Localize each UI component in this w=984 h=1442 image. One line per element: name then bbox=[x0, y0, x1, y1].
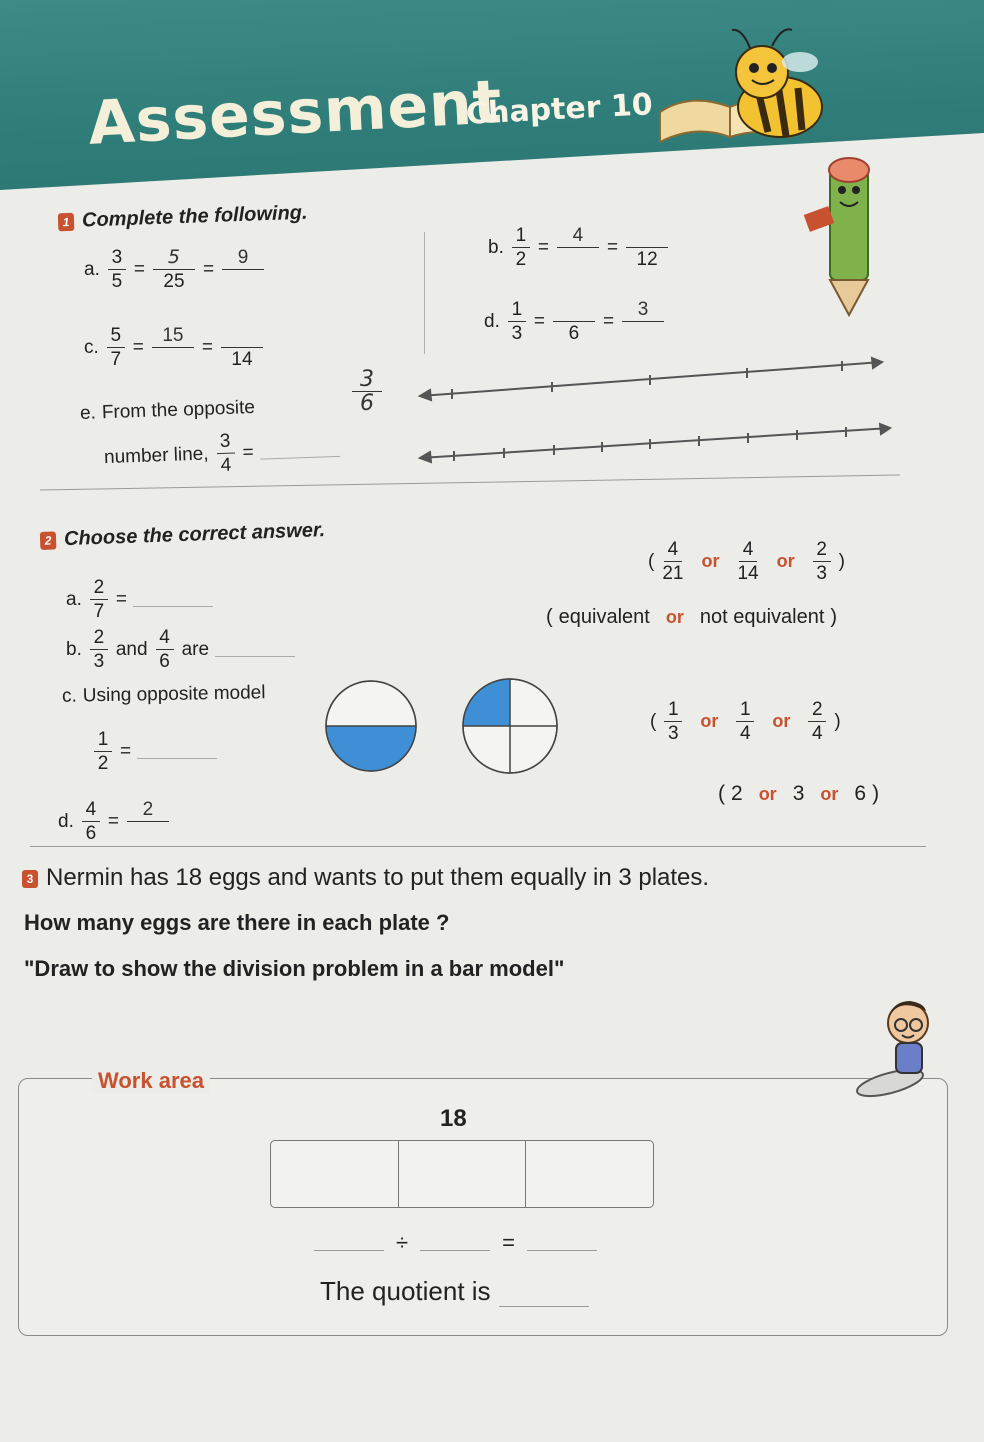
q2-c-text: Using opposite model bbox=[82, 682, 266, 707]
q1-b-letter: b. bbox=[488, 236, 504, 258]
option-fraction[interactable]: $\frac{1}{4}$ bbox=[736, 700, 754, 743]
bar-model-part[interactable] bbox=[271, 1141, 399, 1207]
fraction: $\frac{2}{7}$ bbox=[90, 578, 108, 621]
or-label: or bbox=[776, 551, 795, 571]
q2-a-letter: a. bbox=[66, 588, 82, 610]
q1-e-text: From the opposite bbox=[101, 396, 256, 424]
q2-item-a: a. $\frac{2}{7}$ = bbox=[66, 578, 213, 621]
or-label: or bbox=[665, 607, 684, 627]
fraction: $\frac{4}{6}$ bbox=[82, 800, 100, 843]
fraction-answer[interactable]: 9 bbox=[222, 248, 264, 291]
q2-d-letter: d. bbox=[58, 810, 74, 832]
or-label: or bbox=[701, 551, 720, 571]
divide-sign: ÷ bbox=[396, 1230, 409, 1255]
q1-a-letter: a. bbox=[84, 258, 100, 280]
or-label: or bbox=[700, 711, 719, 731]
quotient-row bbox=[320, 1276, 589, 1307]
divisor-blank[interactable] bbox=[420, 1236, 490, 1251]
q2-item-c bbox=[62, 682, 266, 708]
dividend-blank[interactable] bbox=[314, 1236, 384, 1251]
fraction: $\frac{2}{3}$ bbox=[90, 628, 108, 671]
fraction-answer[interactable]: 15 bbox=[152, 326, 194, 369]
number-lines bbox=[412, 354, 892, 466]
fraction-answer[interactable]: 2 bbox=[127, 800, 169, 843]
option-fraction[interactable]: $\frac{4}{14}$ bbox=[737, 539, 759, 584]
bee-reading-icon bbox=[650, 12, 840, 162]
quarter-circle-model bbox=[463, 679, 557, 773]
or-label: or bbox=[758, 783, 777, 804]
boy-rocket-icon bbox=[850, 995, 950, 1100]
q1-item-d: d. $\frac{1}{3}$ = 6 = 3 bbox=[484, 300, 666, 343]
q2-a-options: ( $\frac{4}{21}$ or $\frac{4}{14}$ or $\frac{2}{3}$ ) bbox=[648, 539, 845, 584]
q2-heading-text: Choose the correct answer. bbox=[63, 519, 326, 551]
column-divider bbox=[424, 232, 425, 354]
equals-sign: = bbox=[502, 1230, 515, 1255]
section-divider bbox=[40, 474, 900, 490]
fraction: $\frac{4}{6}$ bbox=[156, 628, 174, 671]
section-divider bbox=[30, 846, 926, 847]
fraction: $\frac{3}{4}$ bbox=[216, 432, 235, 476]
q2-b-letter: b. bbox=[66, 638, 82, 660]
q2-number-badge: 2 bbox=[40, 531, 57, 550]
fraction: $\frac{5}{7}$ bbox=[107, 326, 125, 369]
q2-d-options: ( 2 or 3 or 6 ) bbox=[718, 782, 880, 805]
option-fraction[interactable]: $\frac{4}{21}$ bbox=[662, 539, 684, 584]
q1-number-badge: 1 bbox=[58, 213, 75, 232]
option-number[interactable]: 6 bbox=[854, 782, 867, 805]
fraction-answer[interactable]: 3 bbox=[622, 300, 664, 343]
answer-blank[interactable] bbox=[215, 642, 295, 657]
circle-models bbox=[325, 676, 565, 776]
option-number[interactable]: 3 bbox=[792, 782, 805, 805]
pencil-mascot-icon bbox=[800, 150, 900, 320]
q1-heading bbox=[58, 202, 308, 234]
q2-heading bbox=[40, 519, 326, 552]
fraction: $\frac{1}{2}$ bbox=[94, 730, 112, 773]
option-equivalent[interactable]: equivalent bbox=[558, 606, 650, 628]
or-label: or bbox=[772, 711, 791, 731]
fraction: $\frac{1}{2}$ bbox=[512, 226, 530, 269]
q3-line3: "Draw to show the division problem in a bar model" bbox=[24, 956, 565, 981]
q2-c-options: ( $\frac{1}{3}$ or $\frac{1}{4}$ or $\frac{2}{4}$ ) bbox=[650, 699, 841, 744]
or-label: or bbox=[820, 783, 839, 804]
answer-blank[interactable] bbox=[137, 744, 217, 759]
option-number[interactable]: 2 bbox=[731, 782, 743, 805]
q1-item-e-line2: number line, $\frac{3}{4}$ = bbox=[103, 428, 340, 479]
q1-item-e bbox=[80, 397, 256, 425]
q2-item-d: d. $\frac{4}{6}$ = 2 bbox=[58, 800, 171, 843]
option-fraction[interactable]: $\frac{2}{4}$ bbox=[808, 700, 826, 743]
option-fraction[interactable]: $\frac{1}{3}$ bbox=[664, 700, 682, 743]
bar-model-total: 18 bbox=[440, 1105, 467, 1132]
quotient-blank[interactable] bbox=[499, 1288, 589, 1307]
page-title: Assessment bbox=[86, 67, 505, 159]
q1-d-letter: d. bbox=[484, 310, 500, 332]
bar-model-part[interactable] bbox=[399, 1141, 527, 1207]
answer-blank[interactable] bbox=[133, 592, 213, 607]
q1-c-letter: c. bbox=[84, 336, 99, 358]
q1-e-letter: e. bbox=[79, 402, 97, 425]
option-fraction[interactable]: $\frac{2}{3}$ bbox=[813, 540, 831, 583]
fraction-answer[interactable]: 6 bbox=[553, 300, 595, 343]
q2-b-options: ( equivalent or not equivalent ) bbox=[546, 606, 838, 628]
q3-number-badge: 3 bbox=[22, 870, 38, 888]
q1-heading-text: Complete the following. bbox=[81, 201, 308, 232]
division-equation bbox=[314, 1230, 597, 1256]
q1-item-c: c. $\frac{5}{7}$ = 15 = 14 bbox=[84, 326, 265, 369]
fraction-answer[interactable]: 14 bbox=[221, 326, 263, 369]
fraction-answer[interactable]: 4 bbox=[557, 226, 599, 269]
quotient-label: The quotient is bbox=[320, 1276, 491, 1306]
and-label: and bbox=[115, 638, 148, 660]
q2-item-c-eq: $\frac{1}{2}$ = bbox=[92, 730, 217, 773]
bar-model bbox=[270, 1140, 654, 1208]
fraction-answer[interactable]: $\frac{5}{25}$ bbox=[153, 248, 195, 291]
half-circle-model bbox=[326, 681, 416, 771]
q1-e-text2: number line, bbox=[103, 442, 209, 468]
chapter-label: Chapter 10 bbox=[465, 87, 654, 132]
fraction: $\frac{1}{3}$ bbox=[508, 300, 526, 343]
q1-item-b: b. $\frac{1}{2}$ = 4 = 12 bbox=[488, 226, 670, 269]
result-blank[interactable] bbox=[527, 1236, 597, 1251]
work-area-label: Work area bbox=[92, 1068, 210, 1094]
fraction: $\frac{3}{5}$ bbox=[108, 248, 126, 291]
are-label: are bbox=[181, 638, 210, 660]
option-not-equivalent[interactable]: not equivalent bbox=[699, 606, 825, 628]
q2-item-b bbox=[66, 628, 295, 671]
q3-line1-text: Nermin has 18 eggs and wants to put them equally in 3 plates. bbox=[46, 864, 710, 891]
q2-c-letter: c. bbox=[61, 685, 77, 707]
q3-line1 bbox=[22, 864, 709, 892]
handwritten-fraction: 3 6 bbox=[352, 368, 382, 415]
fraction-answer[interactable]: 12 bbox=[626, 226, 668, 269]
q1-item-a: a. $\frac{3}{5}$ = $\frac{5}{25}$ = 9 bbox=[84, 248, 266, 291]
q3-line2: How many eggs are there in each plate ? bbox=[24, 910, 450, 935]
bar-model-part[interactable] bbox=[526, 1141, 653, 1207]
answer-blank[interactable] bbox=[259, 442, 339, 460]
